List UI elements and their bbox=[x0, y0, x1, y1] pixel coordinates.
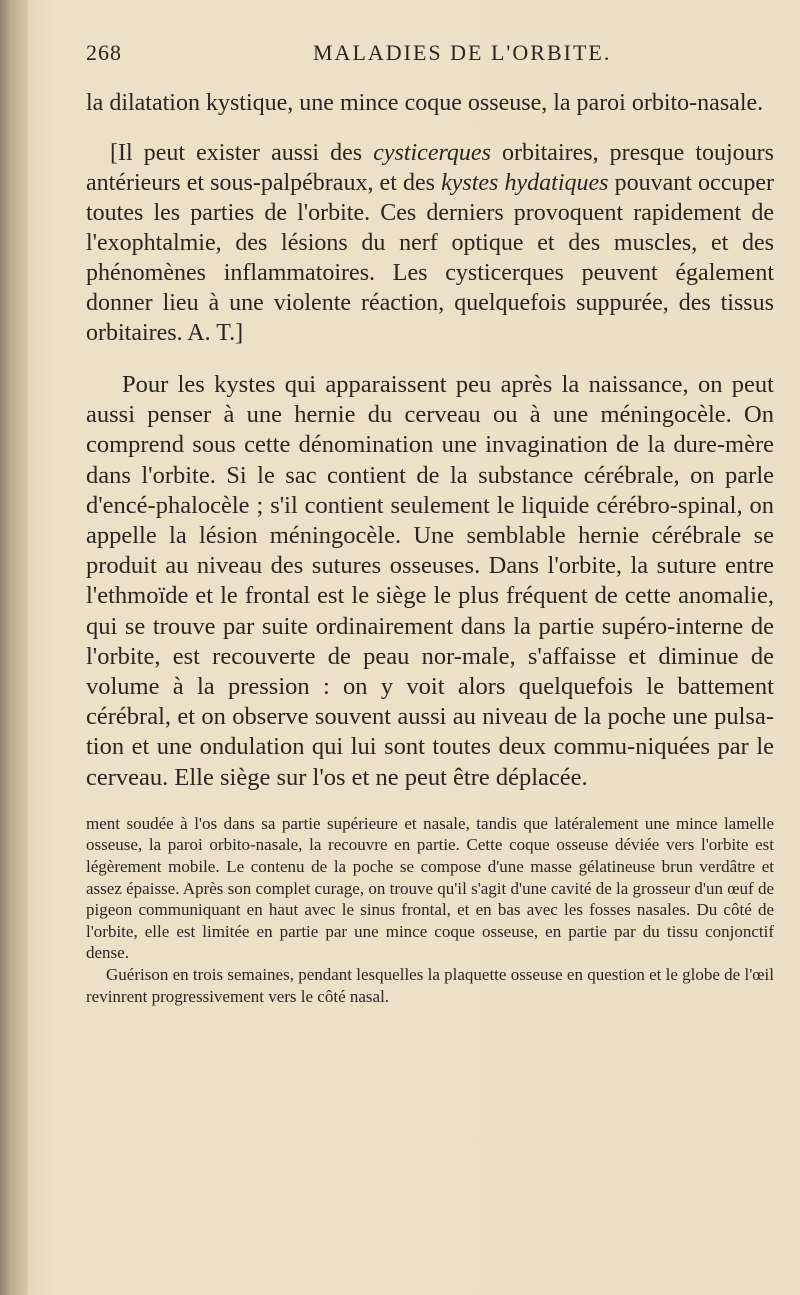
paragraph-continuation: la dilatation kystique, une mince coque osseuse, la paroi orbito-nasale. bbox=[86, 90, 764, 116]
note-text-a: [Il peut exister aussi des bbox=[110, 140, 374, 166]
running-title: MALADIES DE L'ORBITE. bbox=[313, 40, 612, 65]
paragraph-hernie-cerveau: Pour les kystes qui apparaissent peu après la naissance, on peut aussi penser à une hernie du cerveau ou à une méningocèle. On comprend sous cette dénomination une invagination de la dure-mère dans l'orbite. Si le sac contient de la substance cérébrale, on parle d'encé-phalocèle ; s'il contient seulement le liquide cérébro-spinal, on appelle la lésion méningocèle. Une semblable hernie cérébrale se produit au niveau des sutures osseuses. Dans l'orbite, la suture entre l'ethmoïde et le frontal est le siège le plus fréquent de cette anomalie, qui se trouve par suite ordinairement dans la partie supéro-interne de l'orbite, est recouverte de peau nor-male, s'affaisse et diminue de volume à la pression : on y voit alors quelquefois le battement cérébral, et on observe souvent aussi au niveau de la poche une pulsa-tion et une ondulation qui lui sont toutes deux commu-niquées par le cerveau. Elle siège sur l'os et ne peut être déplacée. bbox=[86, 371, 774, 791]
footnote-paragraph-guerison: Guérison en trois semaines, pendant lesquelles la plaquette osseuse en question et le globe de l'œil revinrent progressivement vers le côté nasal. bbox=[86, 965, 774, 1006]
page-body bbox=[86, 88, 774, 1007]
footnote-paragraph: ment soudée à l'os dans sa partie supérieure et nasale, tandis que latéralement une mince lamelle osseuse, la paroi orbito-nasale, la recouvre en partie. Cette coque osseuse déviée vers l'orbite est légèrement mobile. Le contenu de la poche se compose d'une masse gélatineuse brun verdâtre et assez épaisse. Après son complet curage, on trouve qu'il s'agit d'une cavité de la grosseur d'un œuf de pigeon communiquant en haut avec le sinus frontal, et en bas avec les fosses nasales. Du côté de l'orbite, elle est limitée en partie par une mince coque osseuse, en partie par du tissu conjonctif dense. bbox=[86, 813, 774, 963]
page-number: 268 bbox=[86, 40, 122, 65]
page-binding-shadow bbox=[0, 0, 28, 1295]
term-kystes-hydatiques: kystes hydatiques bbox=[441, 170, 609, 196]
note-text-c: orbitaires, presque toujours antérieurs et sous-palpébraux, et des bbox=[86, 140, 775, 196]
paragraph-editor-note bbox=[86, 138, 774, 348]
term-cysticerques: cysticerques bbox=[373, 140, 491, 166]
note-text-e: pouvant occuper toutes les parties de l'orbite. Ces derniers provoquent rapidement de l'exophtalmie, des lésions du nerf optique et des muscles, et des phénomènes inflammatoires. Les cysticerques peuvent également donner lieu à une violente réaction, quelquefois suppurée, des tissus orbitaires. A. T.] bbox=[86, 170, 774, 346]
